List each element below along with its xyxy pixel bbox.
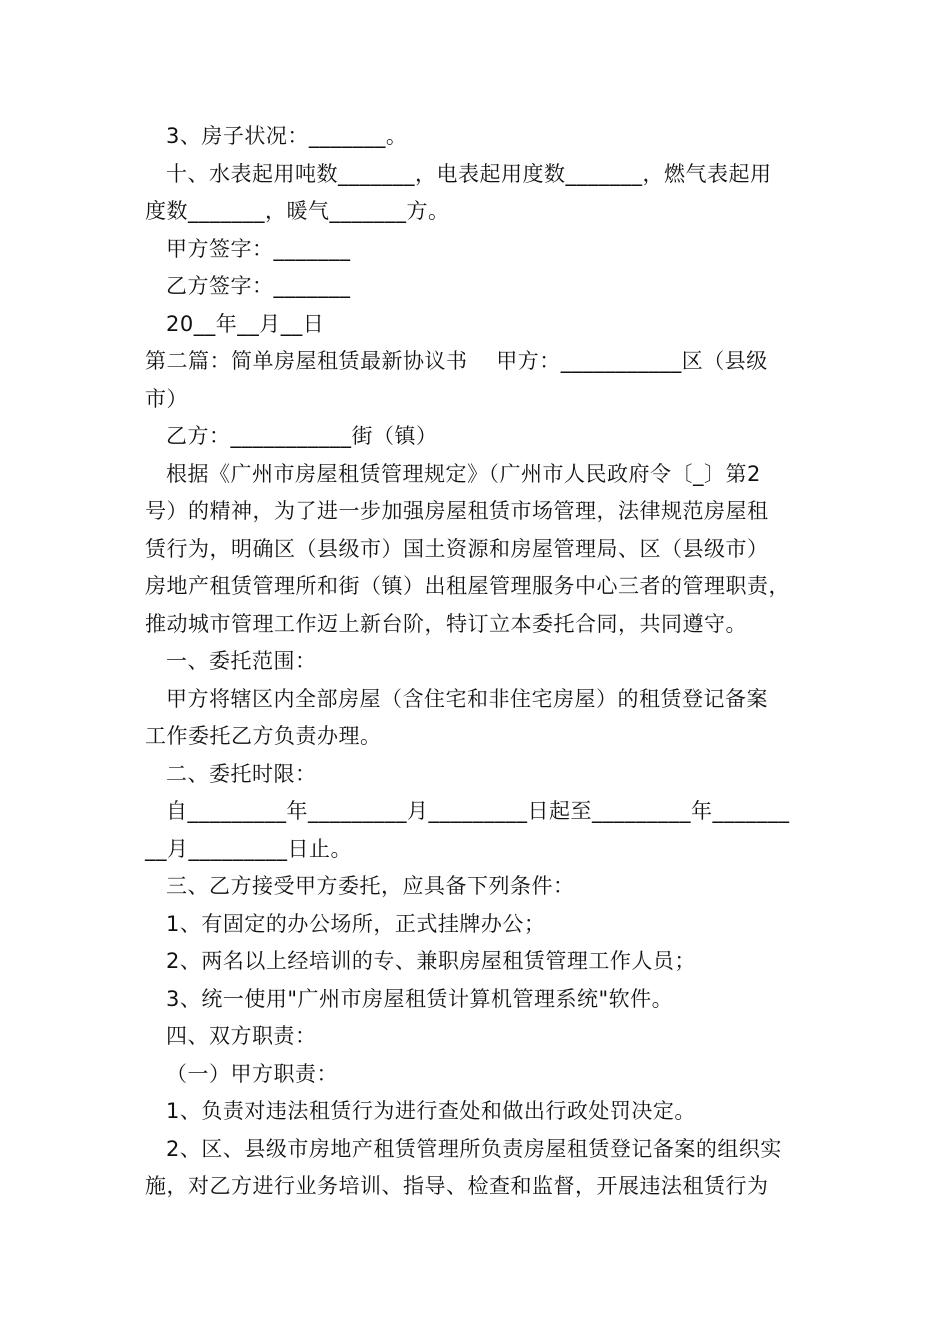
section-two-heading-cont: 市） xyxy=(145,386,188,411)
article-four-sub-a: （一）甲方职责： xyxy=(166,1061,338,1086)
article-four-item-1: 1、负责对违法租赁行为进行查处和做出行政处罚决定。 xyxy=(166,1099,696,1123)
preamble-line-5: 推动城市管理工作迈上新台阶，特订立本委托合同，共同遵守。 xyxy=(145,611,747,636)
article-one-body-1: 甲方将辖区内全部房屋（含住宅和非住宅房屋）的租赁登记备案 xyxy=(166,686,768,711)
article-three-item-1: 1、有固定的办公场所，正式挂牌办公； xyxy=(166,911,546,936)
article-two-heading: 二、委托时限： xyxy=(166,761,317,786)
party-a-signature: 甲方签字：_______ xyxy=(166,236,351,261)
clause-house-condition: 3、房子状况：_______。 xyxy=(166,124,408,148)
article-three-heading: 三、乙方接受甲方委托，应具备下列条件： xyxy=(166,874,575,898)
preamble-line-3: 赁行为，明确区（县级市）国土资源和房屋管理局、区（县级市） xyxy=(145,536,769,561)
article-four-item-2: 2、区、县级市房地产租赁管理所负责房屋租赁登记备案的组织实 xyxy=(166,1136,782,1161)
article-four-item-2-cont: 施，对乙方进行业务培训、指导、检查和监督，开展违法租赁行为 xyxy=(145,1174,769,1198)
article-one-body-2: 工作委托乙方负责办理。 xyxy=(145,724,382,748)
article-two-body-1: 自_________年_________月_________日起至_________年_______ xyxy=(166,799,790,823)
article-three-item-2: 2、两名以上经培训的专、兼职房屋租赁管理工作人员； xyxy=(166,949,696,973)
article-four-heading: 四、双方职责： xyxy=(166,1024,317,1048)
article-two-body-2: __月_________日止。 xyxy=(145,836,352,861)
signature-date: 20__年__月__日 xyxy=(166,311,325,336)
section-two-heading: 第二篇：简单房屋租赁最新协议书 甲方：___________区（县级 xyxy=(145,349,768,373)
article-three-item-3: 3、统一使用"广州市房屋租赁计算机管理系统"软件。 xyxy=(166,986,674,1011)
preamble-line-4: 房地产租赁管理所和街（镇）出租屋管理服务中心三者的管理职责， xyxy=(145,574,790,598)
document-body xyxy=(145,118,817,1206)
preamble-line-2: 号）的精神，为了进一步加强房屋租赁市场管理，法律规范房屋租 xyxy=(145,499,769,523)
preamble-line-1: 根据《广州市房屋租赁管理规定》（广州市人民政府令〔_〕第2 xyxy=(166,461,761,486)
clause-meter-readings-cont: 度数_______，暖气_______方。 xyxy=(145,199,450,223)
party-b-line: 乙方：___________街（镇） xyxy=(166,424,438,448)
article-one-heading: 一、委托范围： xyxy=(166,649,317,673)
clause-meter-readings: 十、水表起用吨数_______，电表起用度数_______，燃气表起用 xyxy=(166,161,772,186)
party-b-signature: 乙方签字：_______ xyxy=(166,274,351,298)
